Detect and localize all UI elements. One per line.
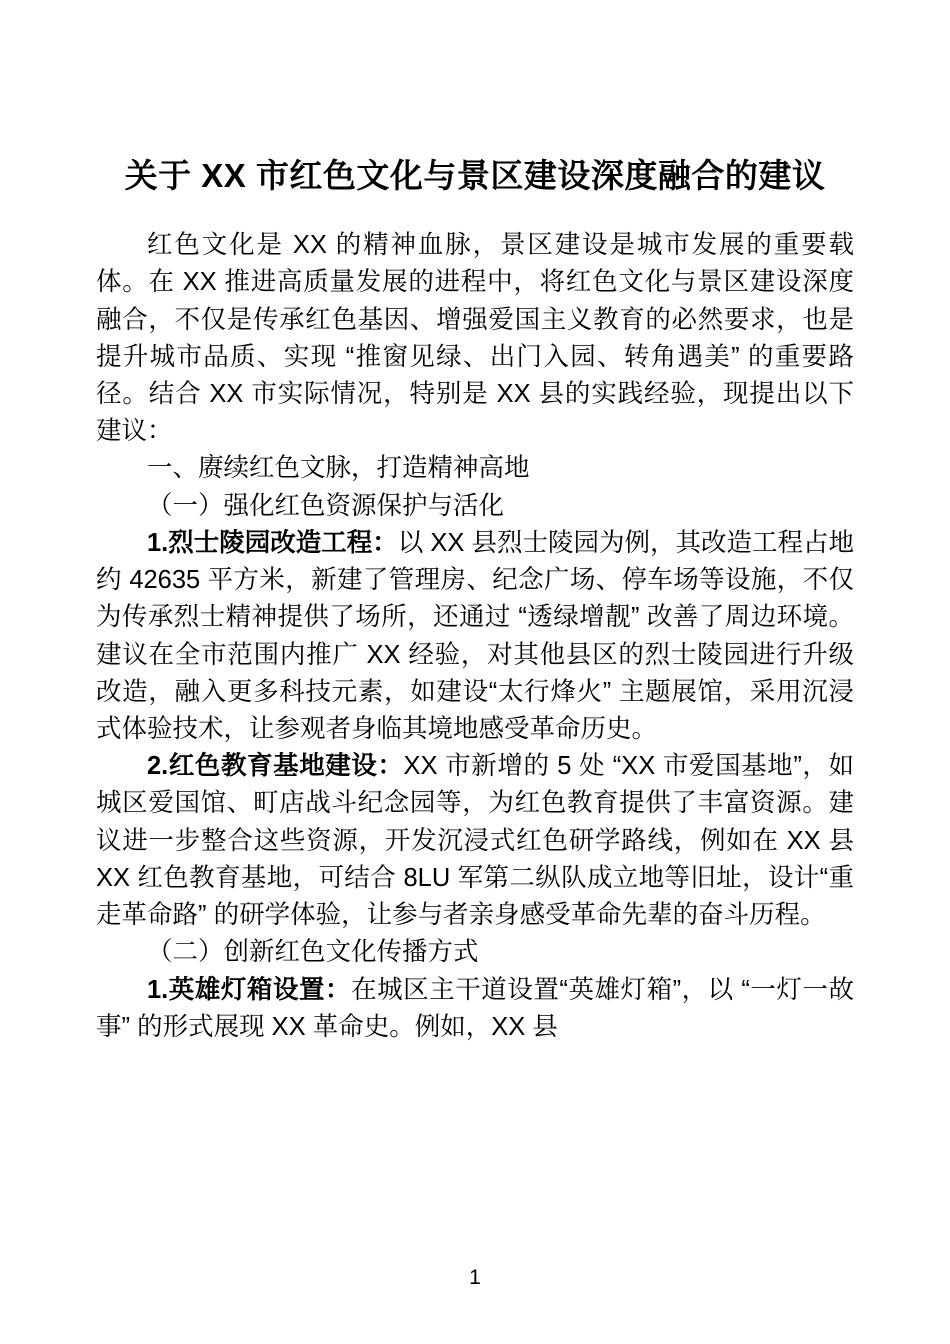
list-item-3-lead: 1.英雄灯箱设置：	[147, 975, 352, 1004]
heading-section-1: 一、赓续红色文脉，打造精神高地	[147, 454, 530, 483]
list-item-1	[96, 525, 854, 748]
list-item-3-body: 在城区主干道设置“英雄灯箱”，以 “一灯一故事” 的形式展现 XX 革命史。例如，XX 县	[96, 975, 854, 1041]
list-item-1-body: 以 XX 县烈士陵园为例，其改造工程占地约 42635 平方米，新建了管理房、纪念广场、停车场等设施，不仅为传承烈士精神提供了场所，还通过 “透绿增靓” 改善了周边环境。建议在全市范围内推广 XX 经验，对其他县区的烈士陵园进行升级改造，融入更多科技元素，如建设“太行烽火” 主题展馆，采用沉浸式体验技术，让参观者身临其境地感受革命历史。	[96, 528, 854, 743]
list-item-3	[96, 972, 854, 1046]
list-item-2	[96, 748, 854, 934]
heading-subsection-1-1: （一）强化红色资源保护与活化	[147, 491, 505, 520]
list-item-1-lead: 1.烈士陵园改造工程：	[147, 528, 398, 557]
page-title: 关于 XX 市红色文化与景区建设深度融合的建议	[124, 157, 826, 194]
list-item-2-lead: 2.红色教育基地建设：	[147, 752, 404, 781]
paragraph-intro: 红色文化是 XX 的精神血脉，景区建设是城市发展的重要载体。在 XX 推进高质量发展的进程中，将红色文化与景区建设深度融合，不仅是传承红色基因、增强爱国主义教育的必然要求，也是提升城市品质、实现 “推窗见绿、出门入园、转角遇美” 的重要路径。结合 XX 市实际情况，特别是 XX 县的实践经验，现提出以下建议：	[96, 231, 854, 446]
page-number: 1	[469, 1266, 481, 1289]
list-item-2-body: XX 市新增的 5 处 “XX 市爱国基地”，如城区爱国馆、町店战斗纪念园等，为红色教育提供了丰富资源。建议进一步整合这些资源，开发沉浸式红色研学路线，例如在 XX 县 XX 红色教育基地，可结合 8LU 军第二纵队成立地等旧址，设计“重走革命路” 的研学体验，让参与者亲身感受革命先辈的奋斗历程。	[96, 752, 854, 930]
heading-subsection-1-2: （二）创新红色文化传播方式	[147, 938, 479, 967]
